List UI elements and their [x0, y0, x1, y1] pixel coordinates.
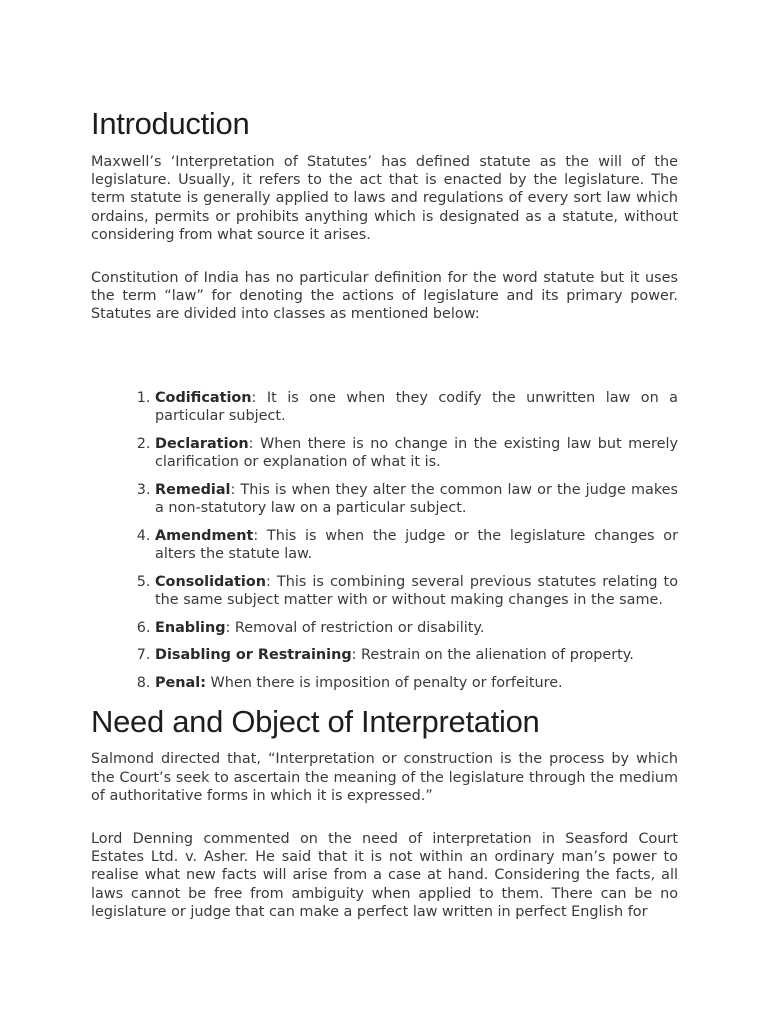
list-item [155, 435, 678, 471]
list-item-separator: : [251, 389, 257, 406]
need-and-object-heading: Need and Object of Interpretation [91, 704, 540, 740]
document-page [91, 0, 678, 921]
need-paragraph-2: Lord Denning commented on the need of interpretation in Seasford Court Estates Ltd. v. Asher. He said that it is not within an ordinary man’s power to realise what new facts will arise from a case at hand. Considering the facts, all laws cannot be free from ambiguity when applied to them. There can be no legislature or judge that can make a perfect law written in perfect English for [91, 831, 678, 920]
list-item-separator: : [265, 573, 271, 590]
list-item-term: Declaration [155, 435, 249, 452]
list-item-text: When there is no change in the existing law but merely clarification or explanation of what it is. [155, 435, 678, 470]
list-item-term: Penal: [155, 675, 206, 692]
list-item [155, 573, 678, 609]
list-item-text: This is when they alter the common law or the judge makes a non-statutory law on a particular subject. [155, 481, 678, 516]
list-item-text: This is combining several previous statutes relating to the same subject matter with or without making changes in the same. [155, 573, 678, 608]
list-item-term: Disabling or Restraining [155, 647, 352, 664]
list-item [155, 674, 678, 692]
list-item [155, 619, 678, 637]
list-item-text: This is when the judge or the legislature changes or alters the statute law. [155, 527, 678, 562]
list-item-separator: : [225, 619, 231, 636]
list-item-text: Removal of restriction or disability. [230, 619, 485, 636]
list-item-separator: : [248, 435, 254, 452]
list-item-term: Codification [155, 389, 252, 406]
introduction-heading: Introduction [91, 106, 250, 141]
list-item [155, 527, 678, 563]
need-paragraph-1: Salmond directed that, “Interpretation or construction is the process by which the Court’s seek to ascertain the meaning of the legislature through the medium of authoritative forms in which it is expressed.” [91, 751, 678, 804]
list-item-separator: : [253, 527, 259, 544]
statute-classes-list [91, 389, 678, 693]
list-item-text: It is one when they codify the unwritten law on a particular subject. [155, 389, 678, 424]
list-item [155, 389, 678, 425]
list-item-text: Restrain on the alienation of property. [356, 647, 634, 664]
list-item-separator: : [351, 647, 357, 664]
list-item-term: Amendment [155, 527, 254, 544]
list-item-separator: : [230, 481, 236, 498]
intro-paragraph-2: Constitution of India has no particular definition for the word statute but it uses the term “law” for denoting the actions of legislature and its primary power. Statutes are divided into classes as mentioned below: [91, 270, 678, 323]
list-item-term: Enabling [155, 619, 226, 636]
list-item [155, 646, 678, 664]
list-item [155, 481, 678, 517]
list-item-term: Consolidation [155, 573, 266, 590]
intro-paragraph-1: Maxwell’s ‘Interpretation of Statutes’ has defined statute as the will of the legislature. Usually, it refers to the act that is enacted by the legislature. The term statute is generally applied to laws and regulations of every sort law which ordains, permits or prohibits anything which is designated as a statute, without considering from what source it arises. [91, 154, 678, 243]
list-item-text: When there is imposition of penalty or forfeiture. [205, 675, 563, 692]
list-item-term: Remedial [155, 481, 231, 498]
blank-space [91, 349, 678, 389]
